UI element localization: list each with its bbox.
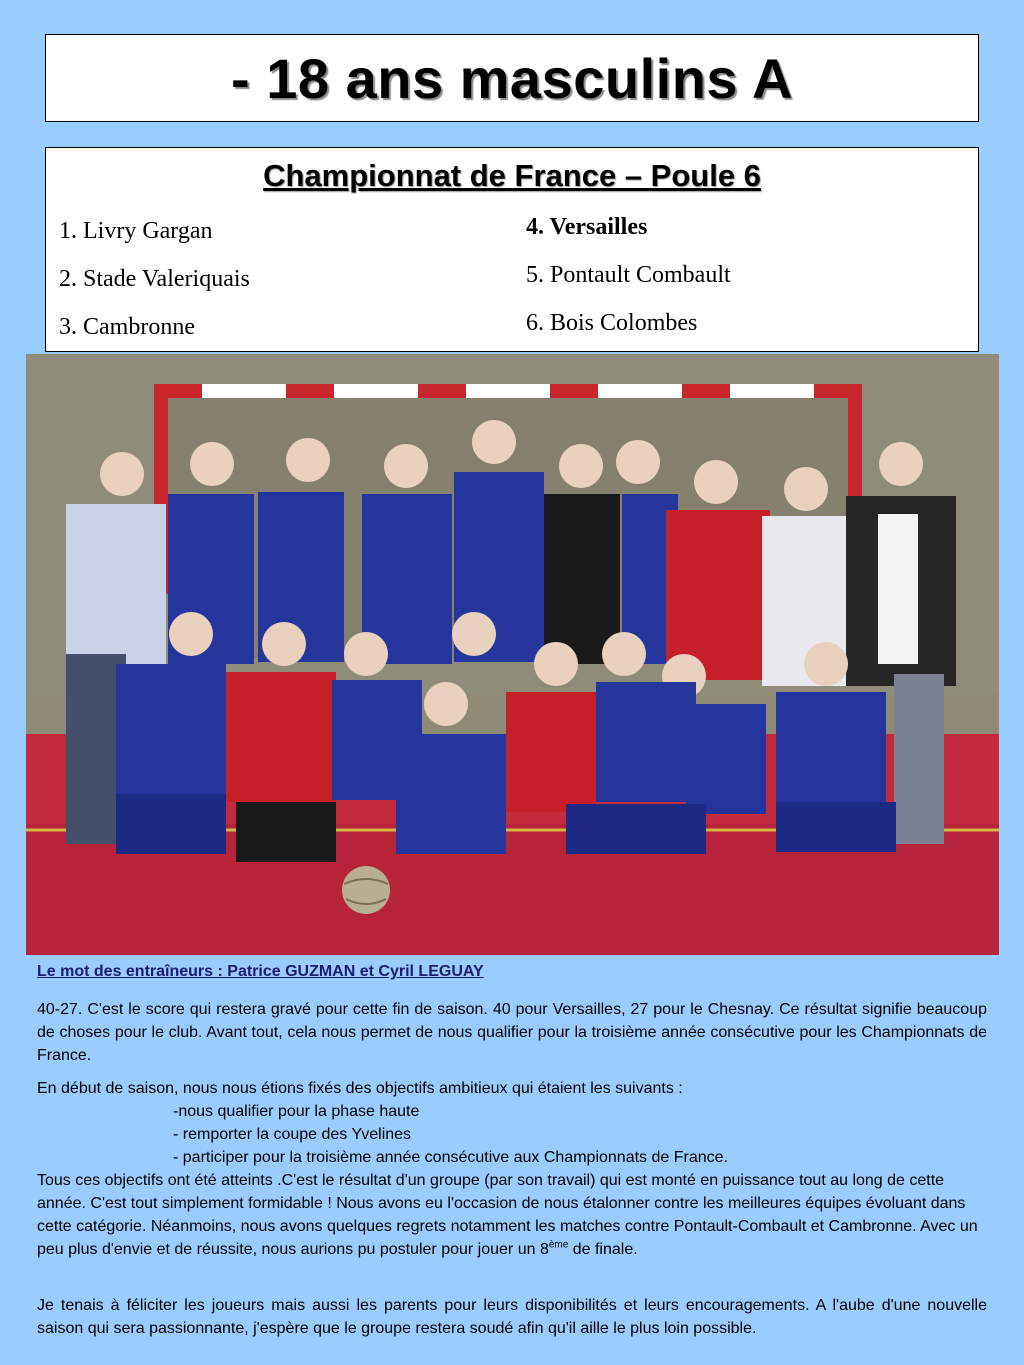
page-title: - 18 ans masculins A [231, 46, 793, 110]
paragraph-2-body: Tous ces objectifs ont été atteints .C'est le résultat d'un groupe (par son travail) qui est monté en puissance tout au long de cette année. C'est tout simplement formidable ! Nous avons eu l'occasion de nous étalonner contre les meilleures équipes évoluant dans cette catégorie. Néanmoins, nous avons quelques regrets notamment les matches contre Pontault-Combault et Cambronne. Avec un peu plus d'envie et de réussite, nous aurions pu postuler pour jouer un 8 [37, 1172, 978, 1258]
league-box [45, 147, 979, 352]
team-2: 2. Stade Valeriquais [59, 266, 250, 292]
team-3: 3. Cambronne [59, 314, 195, 340]
team-1: 1. Livry Gargan [59, 218, 213, 244]
team-6: 6. Bois Colombes [526, 310, 698, 336]
team-4: 4. Versailles [526, 214, 648, 240]
paragraph-2-end: de finale. [568, 1241, 638, 1258]
team-photo [26, 354, 999, 955]
team-5: 5. Pontault Combault [526, 262, 731, 288]
objective-3: - participer pour la troisième année consécutive aux Championnats de France. [173, 1149, 728, 1166]
objectives-intro: En début de saison, nous nous étions fixés des objectifs ambitieux qui étaient les suivants : [37, 1080, 683, 1097]
title-box [45, 34, 979, 122]
article-paragraph-2 [37, 1169, 987, 1261]
article-title: Le mot des entraîneurs : Patrice GUZMAN et Cyril LEGUAY [37, 963, 484, 980]
superscript-eme: ème [548, 1239, 569, 1251]
article-paragraph-1: 40-27. C'est le score qui restera gravé pour cette fin de saison. 40 pour Versailles, 27 pour le Chesnay. Ce résultat signifie beaucoup de choses pour le club. Avant tout, cela nous permet de nous qualifier pour la troisième année consécutive pour les Championnats de France. [37, 1001, 987, 1064]
objective-1: -nous qualifier pour la phase haute [173, 1103, 420, 1120]
article-paragraph-3: Je tenais à féliciter les joueurs mais aussi les parents pour leurs disponibilités et leurs encouragements. A l'aube d'une nouvelle saison qui sera passionnante, j'espère que le groupe restera soudé afin qu'il aille le plus loin possible. [37, 1297, 987, 1337]
objective-2: - remporter la coupe des Yvelines [173, 1126, 412, 1143]
league-title: Championnat de France – Poule 6 [263, 158, 761, 193]
